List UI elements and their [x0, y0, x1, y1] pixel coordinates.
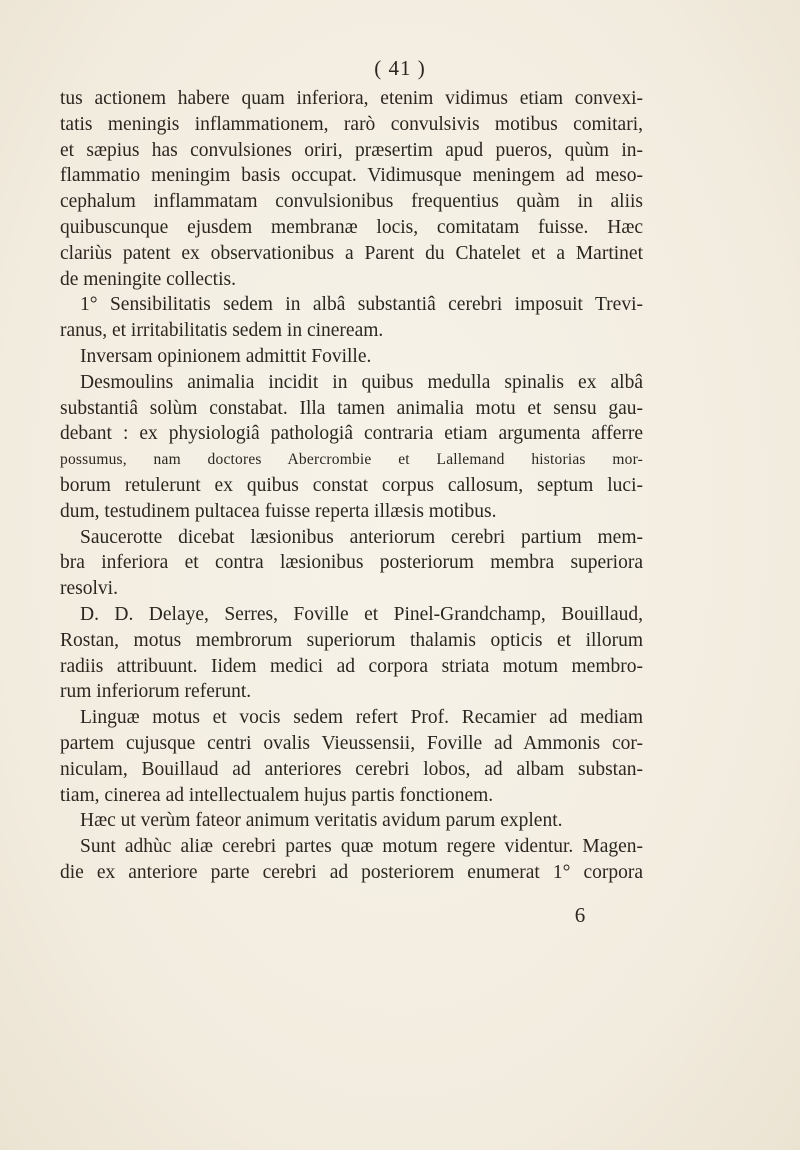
- page-number: ( 41 ): [374, 56, 426, 80]
- text-line: ranus, et irritabilitatis sedem in cineream.: [60, 320, 384, 342]
- text-line: bra inferiora et contra læsionibus posteriorum membra superiora: [60, 552, 643, 574]
- text-line: resolvi.: [60, 578, 118, 600]
- text-line: radiis attribuunt. Iidem medici ad corpora striata motum membro-: [60, 655, 643, 677]
- text-line: substantiâ solùm constabat. Illa tamen animalia motu et sensu gau-: [60, 397, 643, 419]
- text-line: possumus, nam doctores Abercrombie et Lallemand historias mor-: [60, 451, 643, 469]
- text-line: clariùs patent ex observationibus a Parent du Chatelet et a Martinet: [60, 242, 643, 264]
- text-line: die ex anteriore parte cerebri ad posteriorem enumerat 1° corpora: [60, 861, 643, 883]
- text-line: tiam, cinerea ad intellectualem hujus partis fonctionem.: [60, 784, 494, 806]
- text-line: borum retulerunt ex quibus constat corpus callosum, septum luci-: [60, 474, 643, 496]
- text-line: partem cujusque centri ovalis Vieussensii, Foville ad Ammonis cor-: [60, 732, 643, 754]
- text-line: Rostan, motus membrorum superiorum thalamis opticis et illorum: [60, 629, 643, 651]
- text-line: flammatio meningim basis occupat. Vidimusque meningem ad meso-: [60, 165, 643, 187]
- text-line: D. D. Delaye, Serres, Foville et Pinel-Grandchamp, Bouillaud,: [80, 603, 643, 625]
- text-line: de meningite collectis.: [60, 268, 236, 290]
- text-line: 1° Sensibilitatis sedem in albâ substantiâ cerebri imposuit Trevi-: [80, 294, 643, 316]
- text-line: tatis meningis inflammationem, rarò convulsivis motibus comitari,: [60, 113, 643, 135]
- text-line: quibuscunque ejusdem membranæ locis, comitatam fuisse. Hæc: [60, 216, 643, 238]
- text-line: niculam, Bouillaud ad anteriores cerebri lobos, ad albam substan-: [60, 758, 643, 780]
- text-line: Inversam opinionem admittit Foville.: [80, 345, 372, 367]
- text-line: Sunt adhùc aliæ cerebri partes quæ motum regere videntur. Magen-: [80, 836, 643, 858]
- text-line: rum inferiorum referunt.: [60, 681, 252, 703]
- text-line: debant : ex physiologiâ pathologiâ contraria etiam argumenta afferre: [60, 423, 643, 445]
- text-line: et sæpius has convulsiones oriri, præsertim apud pueros, quùm in-: [60, 139, 643, 161]
- text-line: Linguæ motus et vocis sedem refert Prof. Recamier ad mediam: [80, 707, 643, 729]
- text-line: dum, testudinem pultacea fuisse reperta illæsis motibus.: [60, 500, 497, 522]
- text-line: Saucerotte dicebat læsionibus anteriorum cerebri partium mem-: [80, 526, 643, 548]
- text-line: Hæc ut verùm fateor animum veritatis avidum parum explent.: [80, 810, 563, 832]
- text-line: Desmoulins animalia incidit in quibus medulla spinalis ex albâ: [80, 371, 643, 393]
- body-text: [60, 86, 643, 886]
- text-line: cephalum inflammatam convulsionibus frequentius quàm in aliis: [60, 191, 643, 213]
- signature-mark: 6: [574, 903, 586, 927]
- text-line: tus actionem habere quam inferiora, etenim vidimus etiam convexi-: [60, 88, 643, 109]
